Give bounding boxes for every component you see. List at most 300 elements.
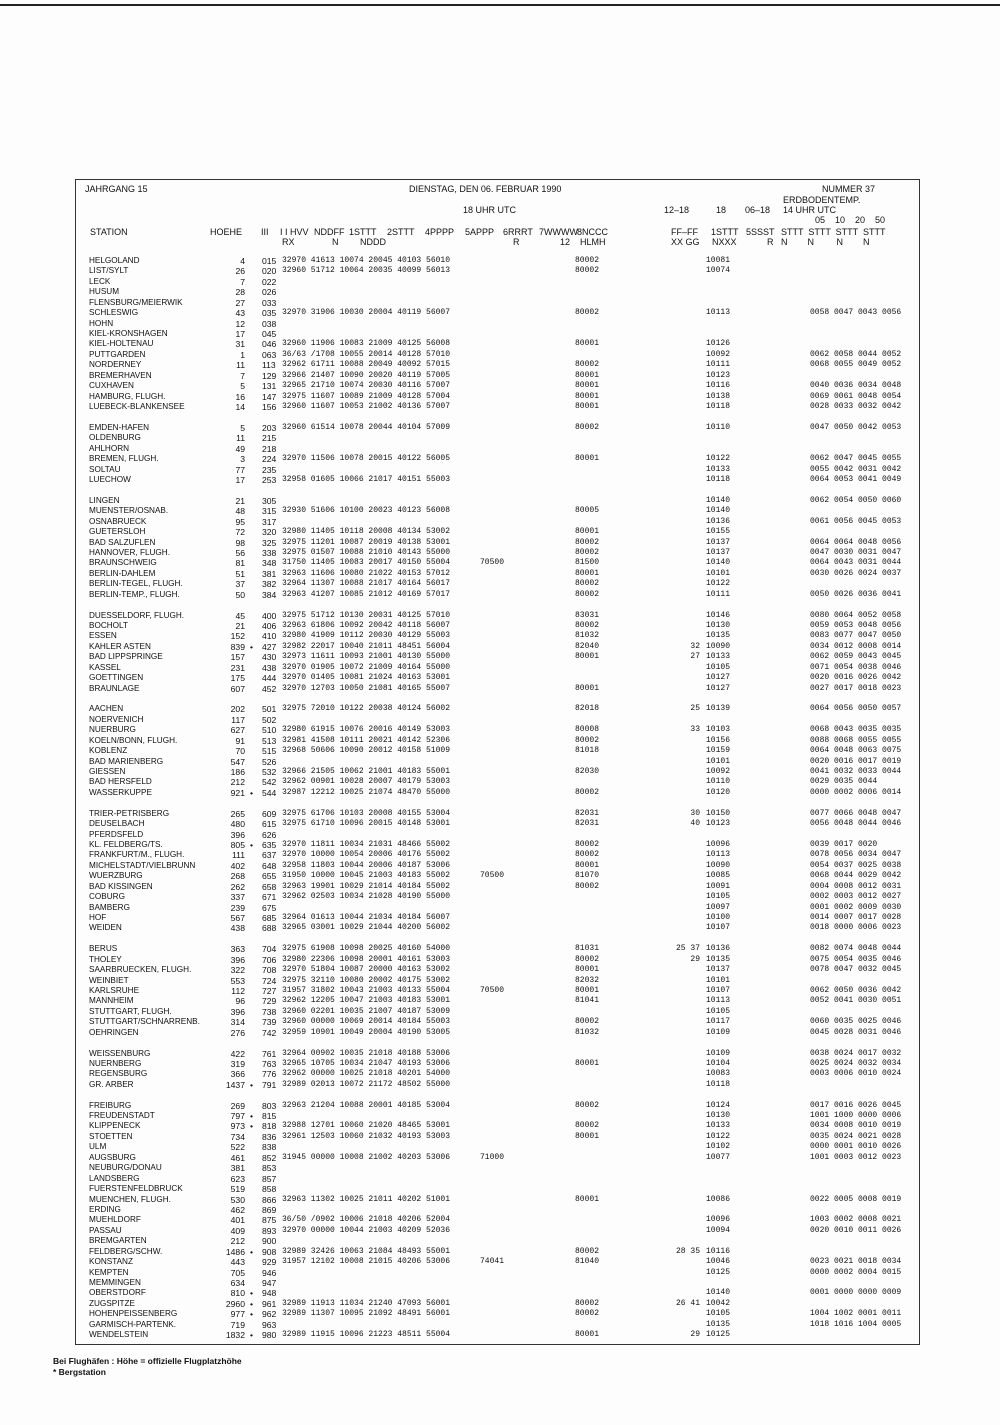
synop-group: 32964 11307 10088 21017 40164 56017 [282,579,451,589]
station-name: KASSEL [89,662,121,672]
col-hlmh: HLMH [580,237,606,247]
soil-temps: 0029 0035 0044 [810,777,878,787]
group-8: 80002 [575,1100,600,1110]
temp-group: 10122 [706,454,731,464]
soil-temps: 0003 0006 0010 0024 [810,1069,902,1079]
temp-group: 10133 [706,652,731,662]
synop-group: 31945 00000 10008 21002 40203 53006 [282,1152,451,1162]
temp-group: 10111 [706,589,731,599]
station-id: 430 [262,652,277,663]
soil-temps: 0022 0005 0008 0019 [810,1194,902,1204]
group-8: 81031 [575,944,600,954]
temp-group: 10122 [706,1131,731,1141]
synop-group: 32981 41508 10111 20021 40142 52306 [282,735,451,745]
station-height: 49 [235,443,245,454]
synop-group: 32965 03001 10029 21044 40200 56002 [282,923,451,933]
station-height: 553 [230,975,245,986]
soil-temps: 0002 0003 0012 0027 [810,892,902,902]
station-id: 875 [262,1215,277,1226]
station-name: NEUBURG/DONAU [89,1163,162,1173]
soil-temps: 1004 1002 0001 0011 [810,1309,902,1319]
soil-temps: 1003 0002 0008 0021 [810,1215,902,1225]
station-id: 675 [262,902,277,913]
temp-group: 10136 [706,944,731,954]
group-8: 81041 [575,996,600,1006]
group-8: 81040 [575,1257,600,1266]
col-r-b: R [767,237,774,247]
station-id: 626 [262,829,277,840]
station-id: 946 [262,1267,277,1278]
table-row [0,955,1000,965]
temp-group: 10090 [706,641,731,651]
synop-group: 32975 32110 10080 20002 40175 53002 [282,975,451,985]
temp-group: 10102 [706,1142,731,1152]
soil-temps: 0000 0001 0010 0026 [810,1142,902,1152]
table-row [0,277,1000,287]
station-id: 305 [262,495,277,506]
gust-data: 40 [690,819,700,829]
table-row [0,1184,1000,1194]
station-height: 627 [230,725,245,736]
group-8: 82031 [575,819,600,829]
group-8: 80002 [575,537,600,547]
station-height: 7 [240,276,245,287]
table-row [0,465,1000,475]
station-name: BERLIN-DAHLEM [89,568,156,578]
table-row [0,923,1000,933]
group-8: 83031 [575,610,600,620]
station-name: HUSUM [89,287,120,297]
station-name: MANNHEIM [89,996,134,1006]
synop-group: 32989 11913 11034 21240 47093 56001 [282,1298,451,1308]
range-12-18: 12–18 [664,205,690,215]
synop-group: 32989 11307 10095 21092 48491 56001 [282,1309,451,1319]
station-height: 5 [240,381,245,392]
station-name: BAD SALZUFLEN [89,537,156,547]
table-row [0,1142,1000,1152]
temp-group: 10135 [706,631,731,641]
soil-temps: 0056 0048 0044 0046 [810,819,902,829]
mountain-marker: • [250,1079,254,1090]
synop-group: 32960 02201 10035 21007 40187 53009 [282,1006,451,1016]
soil-temps: 0068 0044 0029 0042 [810,871,902,881]
station-id: 866 [262,1194,277,1205]
station-name: TRIER-PETRISBERG [89,808,170,818]
col-rx: RX [282,237,295,247]
group-8: 82032 [575,975,600,985]
table-row [0,704,1000,714]
temp-group: 10118 [706,475,731,484]
station-id: 427 [262,641,277,652]
station-id: 026 [262,287,277,298]
station-id: 739 [262,1017,277,1028]
soil-temps: 0041 0032 0033 0044 [810,766,902,776]
table-row [0,1174,1000,1184]
station-name: EMDEN-HAFEN [89,422,150,432]
temp-group: 10120 [706,787,731,797]
station-id: 381 [262,568,277,579]
station-id: 838 [262,1142,277,1153]
station-name: LECK [89,276,111,286]
group-8: 82031 [575,808,600,818]
station-id: 325 [262,537,277,548]
synop-group: 32963 61806 10092 20042 40118 56007 [282,621,451,630]
synop-group: 32962 02503 10034 21028 40190 55000 [282,892,451,902]
synop-group: 36/63 /1708 10055 20014 40128 57010 [282,349,451,359]
temp-group: 10136 [706,516,731,526]
soil-temps: 0075 0054 0035 0046 [810,954,902,964]
table-row [0,986,1000,996]
station-id: 131 [262,381,277,392]
temp-group: 10123 [706,819,731,829]
station-name: KLIPPENECK [89,1121,141,1131]
table-row [0,830,1000,840]
temp-group: 10090 [706,860,731,870]
station-height: 202 [230,704,245,715]
station-name: OLDENBURG [89,433,141,443]
table-row [0,548,1000,558]
table-row [0,684,1000,694]
soil-temps: 0071 0054 0038 0046 [810,662,902,672]
station-id: 929 [262,1257,277,1267]
table-row [0,475,1000,485]
temp-group: 10091 [706,881,731,891]
temp-group: 10105 [706,1309,731,1319]
station-name: GOETTINGEN [89,673,144,683]
table-row [0,444,1000,454]
station-name: KOELN/BONN, FLUGH. [89,735,178,745]
station-name: NUERBURG [89,725,136,735]
group-8: 80002 [575,881,600,891]
station-id: 113 [262,360,276,371]
table-row [0,538,1000,548]
station-height: 265 [230,808,245,819]
group-8: 80002 [575,621,600,630]
station-height: 462 [230,1204,245,1215]
soil-temps: 0052 0041 0030 0051 [810,996,902,1006]
station-height: 96 [235,996,245,1007]
temp-group: 10139 [706,704,731,714]
soil-temps: 0088 0068 0055 0055 [810,735,902,745]
synop-group: 32966 21505 10062 21001 40183 55001 [282,766,451,776]
group-8: 80005 [575,506,600,516]
temp-group: 10094 [706,1225,731,1235]
station-height: 21 [235,495,245,506]
station-height: 402 [230,860,245,871]
synop-group: 36/50 /0902 10006 21018 40206 52004 [282,1215,451,1225]
temp-group: 10092 [706,349,731,359]
group-8: 82040 [575,641,600,651]
synop-group: 32975 01507 10088 21010 40143 55000 [282,548,451,557]
synop-group: 32980 22306 10098 20001 40161 53003 [282,954,451,964]
synop-group: 32964 01613 10044 21034 40184 56007 [282,912,451,922]
station-height: 21 [235,621,245,631]
soil-temps: 0039 0017 0020 [810,839,878,849]
station-name: ZUGSPITZE [89,1298,135,1308]
station-id: 320 [262,527,277,538]
synop-group: 32966 21407 10090 20020 40119 57005 [282,370,451,380]
temp-group: 10105 [706,1006,731,1016]
synop-group: 32975 61710 10096 20015 40148 53001 [282,819,451,829]
soil-temps: 0020 0010 0011 0026 [810,1225,902,1235]
temp-group: 10138 [706,391,731,401]
col-n-row: N N N N [781,237,870,247]
soil-temps: 0047 0050 0042 0053 [810,422,902,432]
station-id: 729 [262,996,277,1007]
soil-temps: 0068 0055 0049 0052 [810,360,902,370]
table-row [0,996,1000,1006]
station-name: GARMISCH-PARTENK. [89,1319,177,1329]
table-row [0,319,1000,329]
table-row [0,809,1000,819]
station-id: 637 [262,850,277,861]
station-height: 111 [231,850,245,861]
station-id: 857 [262,1173,277,1184]
station-height: 91 [235,735,245,746]
station-height: 567 [230,912,245,923]
soil-temps: 0062 0054 0050 0060 [810,495,902,505]
col-iii: III [261,227,269,237]
issue-number: NUMMER 37 [822,184,876,194]
station-height: 56 [235,548,245,558]
station-height: 14 [235,402,245,412]
station-name: MUENSTER/OSNAB. [89,506,169,516]
station-name: MUENCHEN, FLUGH. [89,1194,171,1204]
synop-group: 31957 31802 10043 21003 40133 55004 [282,985,451,995]
soil-temps: 0080 0064 0052 0058 [810,610,902,620]
soil-temps: 1001 0003 0012 0023 [810,1152,902,1162]
station-height: 634 [230,1277,245,1288]
table-row [0,1236,1000,1246]
soil-temps: 0035 0024 0021 0028 [810,1131,902,1141]
group-8: 80002 [575,579,600,589]
group-8: 80002 [575,1246,600,1256]
soil-temps: 0000 0002 0004 0015 [810,1267,902,1277]
temp-group: 10122 [706,579,731,589]
synop-group: 32970 10000 10054 20006 40176 55002 [282,850,451,860]
gust-data: 27 [690,652,700,662]
table-row [0,673,1000,683]
temp-group: 10104 [706,1058,731,1068]
station-name: GUETERSLOH [89,527,146,537]
station-height: 70 [235,746,245,757]
station-name: BAMBERG [89,902,130,912]
station-height: 43 [235,308,245,319]
temp-group: 10140 [706,558,731,568]
station-name: OBERSTDORF [89,1288,146,1298]
table-row [0,777,1000,787]
soil-temps: 0040 0036 0034 0048 [810,381,902,391]
station-name: OSNABRUECK [89,516,147,526]
station-height: 26 [235,266,245,277]
temp-group: 10135 [706,954,731,964]
table-row [0,506,1000,516]
group-8: 80001 [575,860,600,870]
station-id: 348 [262,558,277,569]
station-id: 803 [262,1100,277,1111]
table-row [0,725,1000,735]
station-height: 705 [230,1267,245,1278]
temp-group: 10103 [706,725,731,735]
col-12: 12 [560,237,571,247]
station-id: 035 [262,308,277,319]
group-8: 80002 [575,548,600,557]
station-height: 366 [230,1069,245,1080]
station-name: BERLIN-TEGEL, FLUGH. [89,579,183,589]
station-name: WEISSENBURG [89,1048,151,1058]
table-row [0,1080,1000,1090]
station-id: 727 [262,985,277,996]
gust-data: 29 [690,954,700,964]
group-8: 80002 [575,735,600,745]
temp-group: 10140 [706,1288,731,1298]
group-8: 81500 [575,558,600,568]
station-name: STUTTGART/SCHNARRENB. [89,1017,200,1027]
table-row [0,1268,1000,1278]
depth-labels: 05 10 20 50 [815,215,886,225]
group-8: 80002 [575,1309,600,1319]
station-id: 908 [262,1246,277,1257]
station-name: FREIBURG [89,1100,132,1110]
station-name: DUESSELDORF, FLUGH. [89,610,185,620]
station-height: 7 [240,370,245,381]
mountain-marker: • [250,1298,254,1309]
soil-temps: 1018 1016 1004 0005 [810,1319,902,1329]
temp-group: 10156 [706,735,731,745]
synop-group: 31950 10000 10045 21003 40183 55002 [282,871,451,881]
group-8: 82018 [575,704,600,714]
table-row [0,360,1000,370]
table-row [0,1320,1000,1330]
station-name: AUGSBURG [89,1152,136,1162]
station-id: 444 [262,673,277,684]
soil-temps: 0054 0037 0025 0038 [810,860,902,870]
synop-group: 32970 00000 10044 21003 40209 52036 [282,1225,451,1235]
footnote-mountain: * Bergstation [53,1367,106,1377]
synop-group: 32987 12212 10025 21074 48470 55000 [282,787,451,797]
station-height: 212 [230,777,245,788]
station-id: 615 [262,819,277,830]
station-height: 530 [230,1194,245,1205]
col-7wwww: 7WWWW [539,227,578,237]
station-name: FLENSBURG/MEIERWIK [89,297,183,307]
station-height: 1832 [225,1330,245,1340]
temp-group: 10125 [706,1330,731,1339]
group-8: 81018 [575,746,600,756]
soil-temps: 0077 0066 0048 0047 [810,808,902,818]
table-row [0,903,1000,913]
station-name: KIEL-HOLTENAU [89,339,154,349]
station-name: KAHLER ASTEN [89,641,151,651]
station-height: 607 [230,683,245,694]
temp-group: 10113 [706,850,731,860]
table-row [0,350,1000,360]
station-height: 51 [235,568,245,579]
station-name: THOLEY [89,954,122,964]
gust-data: 29 [690,1330,700,1339]
group-8: 80002 [575,422,600,432]
temp-group: 10137 [706,537,731,547]
station-height: 1437 [225,1079,245,1090]
soil-temps: 0045 0028 0031 0046 [810,1027,902,1037]
station-height: 157 [230,652,245,663]
station-height: 443 [230,1257,245,1267]
station-height: 797 [230,1111,245,1121]
temp-group: 10137 [706,965,731,975]
group-8: 80002 [575,1017,600,1027]
erdbodentemp-heading: ERDBODENTEMP. [783,195,861,205]
table-row [0,298,1000,308]
station-name: BRAUNSCHWEIG [89,558,157,568]
station-name: ESSEN [89,631,117,641]
soil-temps: 0027 0017 0018 0023 [810,683,902,693]
station-id: 406 [262,621,277,631]
station-height: 314 [230,1017,245,1028]
temp-group: 10046 [706,1257,731,1266]
temp-group: 10140 [706,495,731,505]
station-name: WUERZBURG [89,871,143,881]
station-height: 322 [230,965,245,976]
table-row [0,746,1000,756]
table-row [0,965,1000,975]
station-name: OEHRINGEN [89,1027,139,1037]
station-id: 708 [262,965,277,976]
table-row [0,1007,1000,1017]
temp-group: 10126 [706,339,731,349]
station-height: 212 [230,1236,245,1247]
synop-group: 32960 51712 10064 20035 40099 56013 [282,266,451,276]
group-8: 80002 [575,954,600,964]
col-iihvv: I I HVV [280,227,309,237]
soil-temps: 0078 0047 0032 0045 [810,965,902,975]
soil-temps: 0001 0000 0000 0009 [810,1288,902,1298]
soil-temps: 0082 0074 0048 0044 [810,944,902,954]
soil-temps: 0064 0056 0050 0057 [810,704,902,714]
temp-group: 10107 [706,923,731,933]
table-row [0,496,1000,506]
station-name: BOCHOLT [89,621,128,630]
temp-group: 10109 [706,1048,731,1058]
synop-group: 32980 61915 10076 20016 40149 53003 [282,725,451,735]
col-nddff: NDDFF [314,227,345,237]
table-row [0,308,1000,318]
temp-group: 10155 [706,527,731,537]
soil-temps: 0062 0050 0036 0042 [810,985,902,995]
synop-group: 32962 00901 10028 20007 40179 53003 [282,777,451,787]
station-height: 547 [230,756,245,767]
synop-group: 32970 41613 10074 20045 40103 56010 [282,256,451,265]
station-name: ULM [89,1142,107,1152]
station-height: 12 [235,318,245,329]
station-height: 363 [230,944,245,955]
temp-group: 10042 [706,1298,731,1308]
station-height: 1486 [225,1246,245,1257]
col-1sttt: 1STTT [349,227,377,237]
group-8: 80001 [575,985,600,995]
table-row [0,611,1000,621]
temp-group: 10130 [706,621,731,630]
station-name: KOBLENZ [89,746,128,756]
station-height: 839 [230,641,245,652]
col-1sttt-b: 1STTT [711,227,739,237]
group-7: 74041 [480,1257,505,1266]
group-8: 80001 [575,965,600,975]
mountain-marker: • [250,787,254,798]
table-row [0,1153,1000,1163]
station-id: 063 [262,349,277,360]
station-height: 396 [230,829,245,840]
synop-group: 32980 11405 10118 20008 40134 53002 [282,527,451,537]
